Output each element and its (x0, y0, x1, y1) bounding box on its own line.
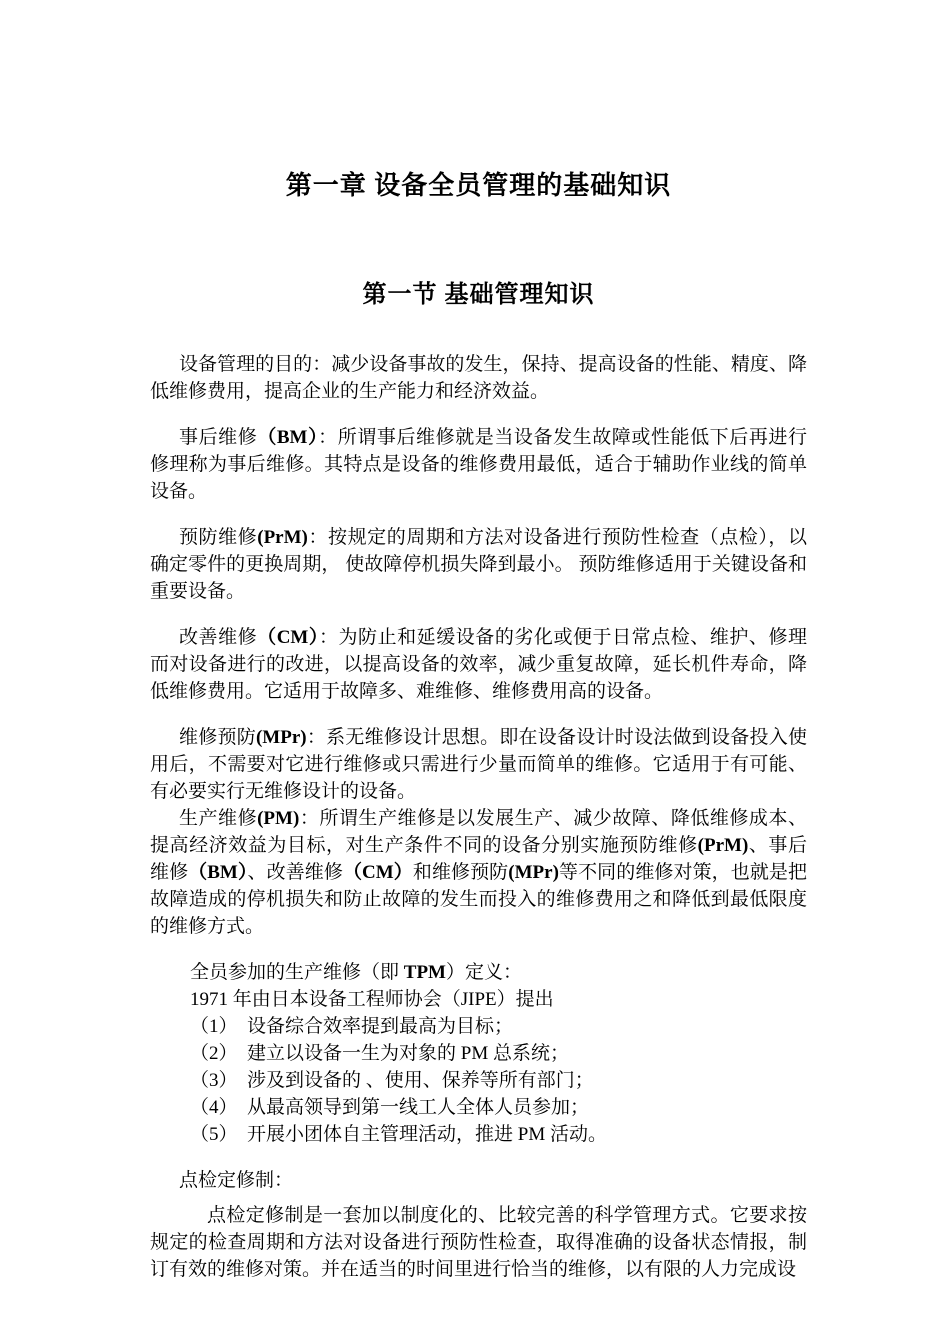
text-run: 点检定修制是一套加以制度化的、比较完善的科学管理方式。它要求按规定的检查周期和方法对设备进行预防性检查，取得准确的设备状态情报，制订有效的维修对策。并在适当的时间里进行恰当的维修，以有限的人力完成设 (150, 1205, 807, 1280)
text-run: 1971 年由日本设备工程师协会（JIPE）提出 (190, 989, 554, 1010)
text-run: （1） 设备综合效率提到最高为目标； (190, 1016, 514, 1037)
text-run: ：所谓生产维修是以发展生产、减少故障、降低维修成本、提高经济效益为目标，对生产条件不同的设备分别实施预防维修 (150, 808, 807, 856)
text-run: （3） 涉及到设备的 、使用、保养等所有部门； (190, 1070, 594, 1091)
paragraph (190, 1094, 807, 1121)
bold-text: （BM） (188, 862, 248, 883)
section-title: 第一节 基础管理知识 (362, 282, 595, 308)
text-run: （2） 建立以设备一生为对象的 PM 总系统； (190, 1043, 569, 1064)
text-run: ：系无维修设计思想。即在设备设计时设法做到设备投入使用后，不需要对它进行维修或只需进行少量而简单的维修。它适用于有可能、有必要实行无维修设计的设备。 (150, 727, 807, 802)
document-body (150, 351, 807, 1283)
text-run: 等不同的维修对策，也就是把故障造成的停机损失和防止故障的发生而投入的维修费用之和降低到最低限度的维修方式。 (150, 862, 807, 937)
paragraph (190, 959, 807, 986)
paragraph (150, 1167, 807, 1194)
text-run: 、事后维修 (150, 835, 807, 883)
paragraph (190, 1067, 807, 1094)
bold-text: (PrM) (257, 527, 308, 548)
paragraph (150, 624, 807, 705)
text-run: ）定义： (445, 962, 522, 983)
paragraph (150, 424, 807, 505)
text-run: 、改善维修 (247, 862, 343, 883)
bold-text: （CM） (342, 862, 413, 883)
chapter-title: 第一章 设备全员管理的基础知识 (285, 171, 672, 200)
text-run: 改善维修 (179, 627, 258, 648)
text-run: ：按规定的周期和方法对设备进行预防性检查（点检），以确定零件的更换周期， 使故障停机损失降到最小。 预防维修适用于关键设备和重要设备。 (150, 527, 807, 602)
paragraph (190, 986, 807, 1013)
paragraph (190, 1121, 807, 1148)
paragraph (150, 805, 807, 940)
bold-text: TPM (403, 962, 446, 983)
bold-text: (MPr) (255, 727, 307, 748)
text-run: 预防维修 (179, 527, 258, 548)
paragraph (190, 1040, 807, 1067)
text-run: 和维修预防 (412, 862, 509, 883)
text-run: 点检定修制： (179, 1170, 294, 1191)
paragraph (190, 1013, 807, 1040)
text-run: ：所谓事后维修就是当设备发生故障或性能低下后再进行修理称为事后维修。其特点是设备的维修费用最低，适合于辅助作业线的简单设备。 (150, 427, 807, 502)
text-run: （5） 开展小团体自主管理活动，推进 PM 活动。 (190, 1124, 607, 1145)
bold-text: (MPr) (508, 862, 559, 883)
bold-text: (PM) (257, 808, 300, 829)
paragraph (150, 1202, 807, 1283)
text-run: 生产维修 (179, 808, 258, 829)
bold-text: （CM） (257, 627, 319, 648)
text-run: ：为防止和延缓设备的劣化或便于日常点检、维护、修理而对设备进行的改进，以提高设备的效率，减少重复故障，延长机件寿命，降低维修费用。它适用于故障多、难维修、维修费用高的设备。 (150, 627, 807, 702)
paragraph (150, 724, 807, 805)
bold-text: (PrM) (697, 835, 749, 856)
text-run: 全员参加的生产维修（即 (190, 962, 404, 983)
bold-text: （BM） (257, 427, 319, 448)
text-run: 维修预防 (179, 727, 256, 748)
paragraph (150, 524, 807, 605)
paragraph (150, 351, 807, 405)
text-run: 事后维修 (179, 427, 258, 448)
text-run: 设备管理的目的：减少设备事故的发生，保持、提高设备的性能、精度、降低维修费用，提高企业的生产能力和经济效益。 (150, 354, 807, 402)
text-run: （4） 从最高领导到第一线工人全体人员参加； (190, 1097, 590, 1118)
